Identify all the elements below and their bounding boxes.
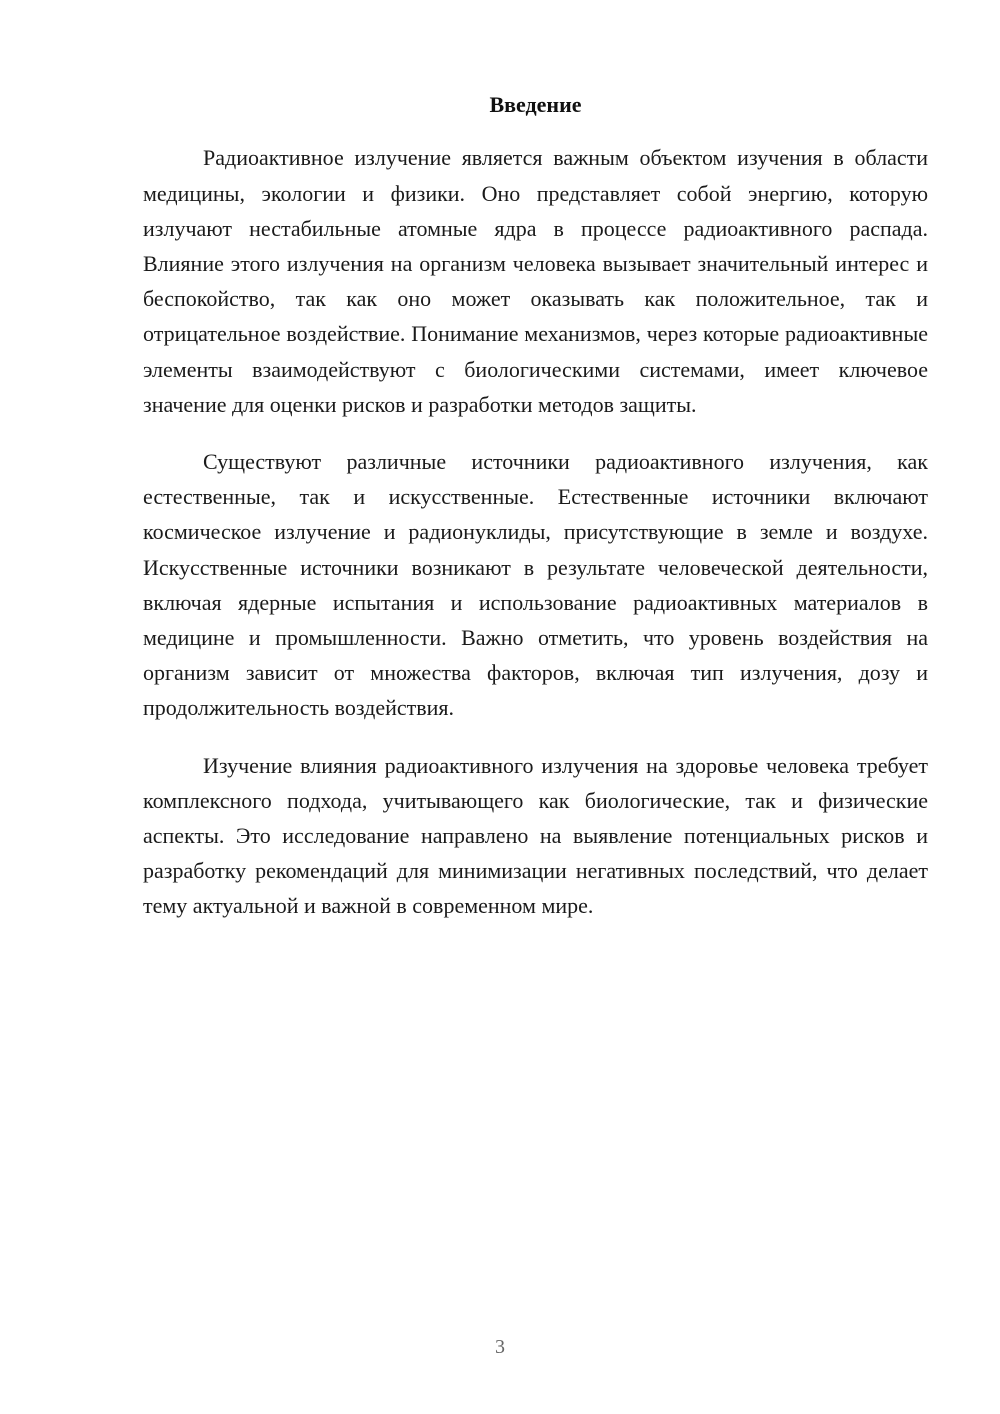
page-number: 3	[495, 1336, 505, 1358]
paragraph-3: Изучение влияния радиоактивного излучения на здоровье человека требует комплексного подхода, учитывающего как биологические, так и физические аспекты. Это исследование направлено на выявление потенциальных рисков и разработку рекомендаций для минимизации негативных последствий, что делает тему актуальной и важной в современном мире.	[143, 752, 928, 919]
paragraph-2: Существуют различные источники радиоактивного излучения, как естественные, так и искусственные. Естественные источники включают космическое излучение и радионуклиды, присутствующие в земле и воздухе. Искусственные источники возникают в результате человеческой деятельности, включая ядерные испытания и использование радиоактивных материалов в медицине и промышленности. Важно отметить, что уровень воздействия на организм зависит от множества факторов, включая тип излучения, дозу и продолжительность воздействия.	[143, 449, 928, 721]
page-content	[143, 92, 928, 946]
section-title: Введение	[489, 92, 582, 117]
paragraph-1: Радиоактивное излучение является важным объектом изучения в области медицины, экологии и физики. Оно представляет собой энергию, которую излучают нестабильные атомные ядра в процессе радиоактивного распада. Влияние этого излучения на организм человека вызывает значительный интерес и беспокойство, так как оно может оказывать как положительное, так и отрицательное воздействие. Понимание механизмов, через которые радиоактивные элементы взаимодействуют с биологическими системами, имеет ключевое значение для оценки рисков и разработки методов защиты.	[143, 145, 928, 417]
